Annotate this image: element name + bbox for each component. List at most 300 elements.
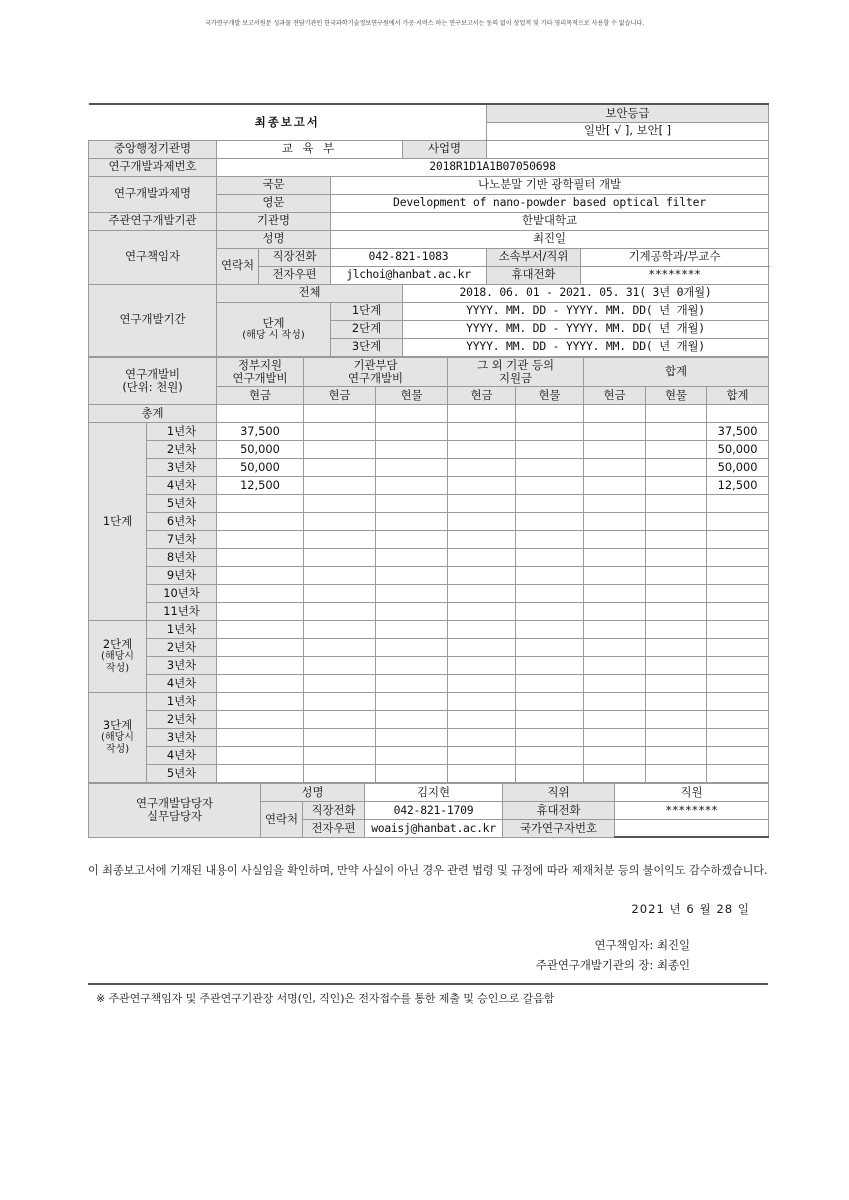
budget-cell-4[interactable]: [516, 422, 584, 440]
staff-office-phone-value: 042-821-1709: [365, 801, 503, 819]
budget-cell-0[interactable]: 12,500: [217, 476, 304, 494]
budget-stage-2-label-main: 2단계: [102, 637, 133, 652]
pi-email-label: 전자우편: [259, 266, 331, 284]
budget-cell-0[interactable]: [217, 620, 304, 638]
budget-cell-3[interactable]: [448, 440, 516, 458]
budget-stage-1-label-main: 1단계: [102, 513, 133, 528]
budget-cell-4[interactable]: [516, 602, 584, 620]
title-ko-label: 국문: [217, 176, 331, 194]
budget-cell-5[interactable]: [584, 728, 646, 746]
period-stage-1-value[interactable]: YYYY. MM. DD - YYYY. MM. DD( 년 개월): [403, 302, 769, 320]
budget-row: [89, 584, 769, 602]
pi-mobile-value: ********: [581, 266, 769, 284]
budget-cell-3[interactable]: [448, 530, 516, 548]
budget-subheader-1: 현금: [304, 386, 376, 404]
principal-investigator-label: 연구책임자: [89, 230, 217, 284]
pi-email-value: jlchoi@hanbat.ac.kr: [331, 266, 487, 284]
staff-email-value: woaisj@hanbat.ac.kr: [365, 819, 503, 837]
budget-cell-1[interactable]: [304, 548, 376, 566]
budget-cell-4[interactable]: [516, 566, 584, 584]
budget-total-cell-4[interactable]: [516, 404, 584, 422]
budget-cell-1[interactable]: [304, 656, 376, 674]
staff-section-label-line1: 연구개발담당자: [135, 796, 214, 811]
budget-total-cell-2[interactable]: [376, 404, 448, 422]
budget-row: [89, 476, 769, 494]
budget-cell-2[interactable]: [376, 692, 448, 710]
staff-name-value: 김지현: [365, 783, 503, 801]
budget-row: [89, 692, 769, 710]
budget-group-institution: [304, 357, 448, 386]
budget-cell-0[interactable]: 50,000: [217, 440, 304, 458]
budget-cell-6[interactable]: [646, 422, 707, 440]
budget-cell-2[interactable]: [376, 674, 448, 692]
budget-group-other: [448, 357, 584, 386]
budget-total-cell-7[interactable]: [707, 404, 769, 422]
budget-cell-3[interactable]: [448, 566, 516, 584]
budget-cell-5[interactable]: [584, 512, 646, 530]
ministry-value: 교 육 부: [217, 140, 403, 158]
budget-cell-6[interactable]: [646, 476, 707, 494]
budget-subheader-0: 현금: [217, 386, 304, 404]
budget-cell-5[interactable]: [584, 458, 646, 476]
budget-cell-4[interactable]: [516, 674, 584, 692]
budget-year-label: 4년차: [147, 476, 217, 494]
budget-year-label: 4년차: [147, 674, 217, 692]
period-stage-1-label: 1단계: [331, 302, 403, 320]
budget-cell-0[interactable]: [217, 602, 304, 620]
budget-cell-6[interactable]: [646, 638, 707, 656]
budget-cell-7[interactable]: [707, 692, 769, 710]
budget-year-label: 3년차: [147, 458, 217, 476]
budget-stage-1-label: [89, 422, 147, 620]
budget-cell-3[interactable]: [448, 494, 516, 512]
budget-stage-3-label-sub: 작성): [105, 743, 130, 755]
budget-cell-0[interactable]: [217, 692, 304, 710]
budget-cell-0[interactable]: [217, 710, 304, 728]
budget-stage-2-label-sub: 작성): [105, 662, 130, 674]
budget-stage-3-label: [89, 692, 147, 782]
budget-cell-4[interactable]: [516, 692, 584, 710]
organization-name-value: 한밭대학교: [331, 212, 769, 230]
budget-year-label: 2년차: [147, 710, 217, 728]
period-stage-2-value[interactable]: YYYY. MM. DD - YYYY. MM. DD( 년 개월): [403, 320, 769, 338]
budget-cell-2[interactable]: [376, 494, 448, 512]
footer-divider: [88, 983, 768, 985]
budget-cell-1[interactable]: [304, 692, 376, 710]
budget-cell-7[interactable]: [707, 710, 769, 728]
staff-name-label: 성명: [261, 783, 365, 801]
budget-cell-7[interactable]: [707, 656, 769, 674]
budget-total-cell-3[interactable]: [448, 404, 516, 422]
submission-date: 2021 년 6 월 28 일: [631, 902, 750, 916]
budget-cell-3[interactable]: [448, 746, 516, 764]
budget-cell-7[interactable]: [707, 638, 769, 656]
budget-total-cell-1[interactable]: [304, 404, 376, 422]
budget-cell-3[interactable]: [448, 638, 516, 656]
budget-row: [89, 512, 769, 530]
budget-cell-3[interactable]: [448, 548, 516, 566]
budget-cell-1[interactable]: [304, 584, 376, 602]
budget-group-total: 합계: [584, 357, 769, 386]
program-name-label: 사업명: [403, 140, 487, 158]
budget-cell-1[interactable]: [304, 674, 376, 692]
budget-cell-6[interactable]: [646, 728, 707, 746]
budget-stage-3-label-sub: (해당시: [101, 732, 134, 744]
budget-year-label: 9년차: [147, 566, 217, 584]
budget-year-label: 4년차: [147, 746, 217, 764]
budget-cell-2[interactable]: [376, 584, 448, 602]
budget-cell-5[interactable]: [584, 530, 646, 548]
budget-stage-3-label-main: 3단계: [102, 718, 133, 733]
budget-cell-7[interactable]: 50,000: [707, 440, 769, 458]
project-number-label: 연구개발과제번호: [89, 158, 217, 176]
budget-cell-4[interactable]: [516, 710, 584, 728]
budget-cell-5[interactable]: [584, 602, 646, 620]
signature-institution-head: 주관연구개발기관의 장: 최종인: [535, 957, 690, 972]
budget-cell-5[interactable]: [584, 566, 646, 584]
budget-cell-6[interactable]: [646, 656, 707, 674]
budget-cell-6[interactable]: [646, 764, 707, 782]
budget-total-label: 총계: [89, 404, 217, 422]
budget-cell-7[interactable]: [707, 602, 769, 620]
budget-row: [89, 602, 769, 620]
budget-cell-7[interactable]: [707, 512, 769, 530]
pi-office-phone-label: 직장전화: [259, 248, 331, 266]
budget-row: [89, 458, 769, 476]
budget-cell-3[interactable]: [448, 602, 516, 620]
budget-cell-2[interactable]: [376, 530, 448, 548]
budget-row: [89, 548, 769, 566]
budget-cell-6[interactable]: [646, 620, 707, 638]
budget-cell-0[interactable]: [217, 638, 304, 656]
budget-row: [89, 422, 769, 440]
budget-cell-4[interactable]: [516, 746, 584, 764]
budget-unit-label: (단위: 천원): [122, 379, 183, 394]
budget-cell-5[interactable]: [584, 440, 646, 458]
budget-group-government-line1: 정부지원: [237, 357, 282, 372]
legal-notice: 국가연구개발 보고서원문 성과물 전담기관인 한국과학기술정보연구원에서 가공·서비스 하는 연구보고서는 동의 없이 상업적 및 기타 영리목적으로 사용할 수 없습니다.: [204, 20, 645, 27]
budget-cell-2[interactable]: [376, 440, 448, 458]
budget-year-label: 6년차: [147, 512, 217, 530]
budget-cell-5[interactable]: [584, 584, 646, 602]
footnote-text: ※ 주관연구책임자 및 주관연구기관장 서명(인, 직인)은 전자접수를 통한 제출 및 승인으로 갈음함: [96, 992, 555, 1005]
budget-cell-6[interactable]: [646, 494, 707, 512]
budget-row: [89, 440, 769, 458]
budget-cell-0[interactable]: [217, 494, 304, 512]
budget-cell-5[interactable]: [584, 710, 646, 728]
pi-name-label: 성명: [217, 230, 331, 248]
budget-cell-2[interactable]: [376, 476, 448, 494]
budget-cell-0[interactable]: 37,500: [217, 422, 304, 440]
confirmation-statement: 이 최종보고서에 기재된 내용이 사실임을 확인하며, 만약 사실이 아닌 경우 관련 법령 및 규정에 따라 제재처분 등의 불이익도 감수하겠습니다.: [88, 864, 768, 877]
budget-cell-2[interactable]: [376, 638, 448, 656]
budget-cell-5[interactable]: [584, 764, 646, 782]
budget-cell-3[interactable]: [448, 692, 516, 710]
staff-office-phone-label: 직장전화: [303, 801, 365, 819]
budget-year-label: 8년차: [147, 548, 217, 566]
budget-year-label: 10년차: [147, 584, 217, 602]
budget-cell-6[interactable]: [646, 458, 707, 476]
budget-group-other-line2: 지원금: [499, 370, 533, 385]
budget-cell-7[interactable]: 12,500: [707, 476, 769, 494]
period-total-value: 2018. 06. 01 - 2021. 05. 31( 3년 0개월): [403, 284, 769, 302]
host-organization-label: 주관연구개발기관: [89, 212, 217, 230]
staff-position-value: 직원: [615, 783, 769, 801]
budget-cell-6[interactable]: [646, 746, 707, 764]
budget-cell-1[interactable]: [304, 566, 376, 584]
budget-cell-1[interactable]: [304, 620, 376, 638]
budget-group-other-line1: 그 외 기관 등의: [477, 357, 554, 372]
budget-year-label: 2년차: [147, 638, 217, 656]
pi-contact-label: 연락처: [217, 248, 259, 284]
budget-cell-1[interactable]: [304, 602, 376, 620]
program-name-value[interactable]: [487, 140, 769, 158]
budget-cell-3[interactable]: [448, 656, 516, 674]
budget-cell-6[interactable]: [646, 710, 707, 728]
budget-cell-4[interactable]: [516, 530, 584, 548]
budget-cell-4[interactable]: [516, 728, 584, 746]
staff-table: [88, 783, 769, 839]
budget-cell-6[interactable]: [646, 512, 707, 530]
budget-cell-2[interactable]: [376, 620, 448, 638]
budget-cell-2[interactable]: [376, 422, 448, 440]
budget-cell-3[interactable]: [448, 422, 516, 440]
staff-section-label: [89, 783, 261, 837]
budget-cell-4[interactable]: [516, 440, 584, 458]
signature-principal-investigator: 연구책임자: 최진일: [594, 938, 690, 952]
staff-position-label: 직위: [503, 783, 615, 801]
budget-stage-2-label: [89, 620, 147, 692]
budget-cell-0[interactable]: [217, 512, 304, 530]
budget-cell-4[interactable]: [516, 764, 584, 782]
budget-cell-5[interactable]: [584, 692, 646, 710]
budget-cell-6[interactable]: [646, 440, 707, 458]
budget-cell-1[interactable]: [304, 494, 376, 512]
staff-contact-label: 연락처: [261, 801, 303, 837]
budget-cell-6[interactable]: [646, 548, 707, 566]
security-grade-label: 보안등급: [487, 104, 769, 122]
budget-cell-1[interactable]: [304, 440, 376, 458]
budget-cell-7[interactable]: [707, 584, 769, 602]
budget-cell-2[interactable]: [376, 458, 448, 476]
budget-cell-4[interactable]: [516, 656, 584, 674]
budget-row: [89, 656, 769, 674]
budget-cell-7[interactable]: [707, 674, 769, 692]
budget-cell-6[interactable]: [646, 692, 707, 710]
budget-group-institution-line2: 연구개발비: [347, 370, 404, 385]
budget-cell-3[interactable]: [448, 458, 516, 476]
budget-cell-4[interactable]: [516, 458, 584, 476]
budget-cell-6[interactable]: [646, 674, 707, 692]
budget-total-row: [89, 404, 769, 422]
budget-cell-0[interactable]: [217, 746, 304, 764]
budget-subheader-2: 현물: [376, 386, 448, 404]
identification-table: [88, 103, 769, 357]
budget-cell-3[interactable]: [448, 584, 516, 602]
budget-row: [89, 620, 769, 638]
period-stage-label-sub: (해당 시 작성): [242, 329, 305, 341]
budget-cell-5[interactable]: [584, 422, 646, 440]
budget-cell-2[interactable]: [376, 710, 448, 728]
staff-mobile-label: 휴대전화: [503, 801, 615, 819]
budget-year-label: 7년차: [147, 530, 217, 548]
budget-cell-0[interactable]: [217, 728, 304, 746]
budget-cell-7[interactable]: [707, 548, 769, 566]
budget-cell-0[interactable]: [217, 656, 304, 674]
budget-cell-2[interactable]: [376, 656, 448, 674]
budget-cell-4[interactable]: [516, 548, 584, 566]
budget-cell-2[interactable]: [376, 764, 448, 782]
budget-cell-6[interactable]: [646, 584, 707, 602]
budget-row: [89, 710, 769, 728]
pi-office-phone-value: 042-821-1083: [331, 248, 487, 266]
budget-year-label: 3년차: [147, 728, 217, 746]
budget-cell-2[interactable]: [376, 728, 448, 746]
budget-cell-3[interactable]: [448, 728, 516, 746]
budget-cell-4[interactable]: [516, 620, 584, 638]
budget-cell-3[interactable]: [448, 476, 516, 494]
budget-total-cell-5[interactable]: [584, 404, 646, 422]
signature-block: [88, 936, 768, 976]
budget-cell-6[interactable]: [646, 566, 707, 584]
budget-row: [89, 674, 769, 692]
budget-cell-4[interactable]: [516, 638, 584, 656]
project-title-label: 연구개발과제명: [89, 176, 217, 212]
budget-year-label: 3년차: [147, 656, 217, 674]
budget-cell-7[interactable]: [707, 746, 769, 764]
budget-cell-2[interactable]: [376, 746, 448, 764]
budget-cell-1[interactable]: [304, 638, 376, 656]
budget-cell-1[interactable]: [304, 746, 376, 764]
budget-cell-1[interactable]: [304, 476, 376, 494]
budget-year-label: 5년차: [147, 494, 217, 512]
budget-cell-0[interactable]: [217, 584, 304, 602]
budget-cell-0[interactable]: 50,000: [217, 458, 304, 476]
budget-stage-2-label-sub: (해당시: [101, 651, 134, 663]
budget-subheader-7: 합계: [707, 386, 769, 404]
budget-cell-1[interactable]: [304, 458, 376, 476]
budget-subheader-3: 현금: [448, 386, 516, 404]
budget-year-label: 1년차: [147, 692, 217, 710]
security-grade-value[interactable]: 일반[ √ ], 보안[ ]: [487, 122, 769, 140]
budget-cell-3[interactable]: [448, 764, 516, 782]
budget-cell-6[interactable]: [646, 530, 707, 548]
budget-cell-3[interactable]: [448, 512, 516, 530]
budget-cell-0[interactable]: [217, 674, 304, 692]
budget-section-label-main: 연구개발비: [124, 366, 181, 381]
budget-row: [89, 746, 769, 764]
budget-cell-5[interactable]: [584, 656, 646, 674]
pi-name-value: 최진일: [331, 230, 769, 248]
budget-cell-5[interactable]: [584, 548, 646, 566]
budget-cell-2[interactable]: [376, 602, 448, 620]
budget-cell-5[interactable]: [584, 620, 646, 638]
budget-cell-1[interactable]: [304, 728, 376, 746]
pi-department-value: 기계공학과/부교수: [581, 248, 769, 266]
budget-cell-5[interactable]: [584, 674, 646, 692]
budget-subheader-4: 현물: [516, 386, 584, 404]
staff-section-label-line2: 실무담당자: [146, 809, 203, 824]
project-number-value: 2018R1D1A1B07050698: [217, 158, 769, 176]
budget-row: [89, 638, 769, 656]
budget-total-cell-6[interactable]: [646, 404, 707, 422]
budget-subheader-6: 현물: [646, 386, 707, 404]
budget-cell-7[interactable]: [707, 620, 769, 638]
period-stage-3-label: 3단계: [331, 338, 403, 356]
budget-cell-7[interactable]: [707, 494, 769, 512]
budget-cell-4[interactable]: [516, 512, 584, 530]
budget-cell-2[interactable]: [376, 512, 448, 530]
budget-year-label: 5년차: [147, 764, 217, 782]
budget-year-label: 1년차: [147, 620, 217, 638]
budget-total-cell-0[interactable]: [217, 404, 304, 422]
ministry-label: 중앙행정기관명: [89, 140, 217, 158]
title-en-value: Development of nano-powder based optical filter: [331, 194, 769, 212]
organization-name-label: 기관명: [217, 212, 331, 230]
period-stage-label: [217, 302, 331, 356]
budget-cell-6[interactable]: [646, 602, 707, 620]
title-en-label: 영문: [217, 194, 331, 212]
budget-group-institution-line1: 기관부담: [353, 357, 398, 372]
budget-cell-1[interactable]: [304, 512, 376, 530]
budget-row: [89, 728, 769, 746]
budget-cell-3[interactable]: [448, 620, 516, 638]
period-stage-2-label: 2단계: [331, 320, 403, 338]
staff-researcher-number-label: 국가연구자번호: [503, 819, 615, 837]
budget-cell-1[interactable]: [304, 422, 376, 440]
budget-subheader-5: 현금: [584, 386, 646, 404]
budget-cell-4[interactable]: [516, 476, 584, 494]
budget-cell-5[interactable]: [584, 494, 646, 512]
budget-table: [88, 357, 769, 783]
budget-cell-0[interactable]: [217, 548, 304, 566]
staff-mobile-value: ********: [615, 801, 769, 819]
budget-year-label: 1년차: [147, 422, 217, 440]
period-stage-3-value[interactable]: YYYY. MM. DD - YYYY. MM. DD( 년 개월): [403, 338, 769, 356]
budget-cell-3[interactable]: [448, 710, 516, 728]
budget-cell-7[interactable]: [707, 764, 769, 782]
budget-cell-0[interactable]: [217, 566, 304, 584]
budget-cell-5[interactable]: [584, 476, 646, 494]
budget-cell-7[interactable]: 50,000: [707, 458, 769, 476]
budget-cell-3[interactable]: [448, 674, 516, 692]
period-stage-label-main: 단계: [262, 315, 285, 330]
staff-researcher-number-value[interactable]: [615, 819, 769, 837]
budget-cell-1[interactable]: [304, 530, 376, 548]
budget-cell-2[interactable]: [376, 548, 448, 566]
budget-group-government: [217, 357, 304, 386]
budget-cell-4[interactable]: [516, 584, 584, 602]
budget-section-label: [89, 357, 217, 404]
budget-year-label: 2년차: [147, 440, 217, 458]
budget-cell-0[interactable]: [217, 530, 304, 548]
budget-cell-1[interactable]: [304, 710, 376, 728]
budget-cell-7[interactable]: 37,500: [707, 422, 769, 440]
budget-cell-4[interactable]: [516, 494, 584, 512]
budget-cell-7[interactable]: [707, 530, 769, 548]
budget-cell-5[interactable]: [584, 746, 646, 764]
budget-cell-5[interactable]: [584, 638, 646, 656]
budget-row: [89, 566, 769, 584]
budget-cell-0[interactable]: [217, 764, 304, 782]
research-period-label: 연구개발기간: [89, 284, 217, 356]
budget-group-government-line2: 연구개발비: [232, 370, 288, 385]
budget-cell-7[interactable]: [707, 566, 769, 584]
budget-cell-7[interactable]: [707, 728, 769, 746]
budget-cell-2[interactable]: [376, 566, 448, 584]
budget-cell-1[interactable]: [304, 764, 376, 782]
page-title: 최종보고서: [89, 104, 487, 140]
